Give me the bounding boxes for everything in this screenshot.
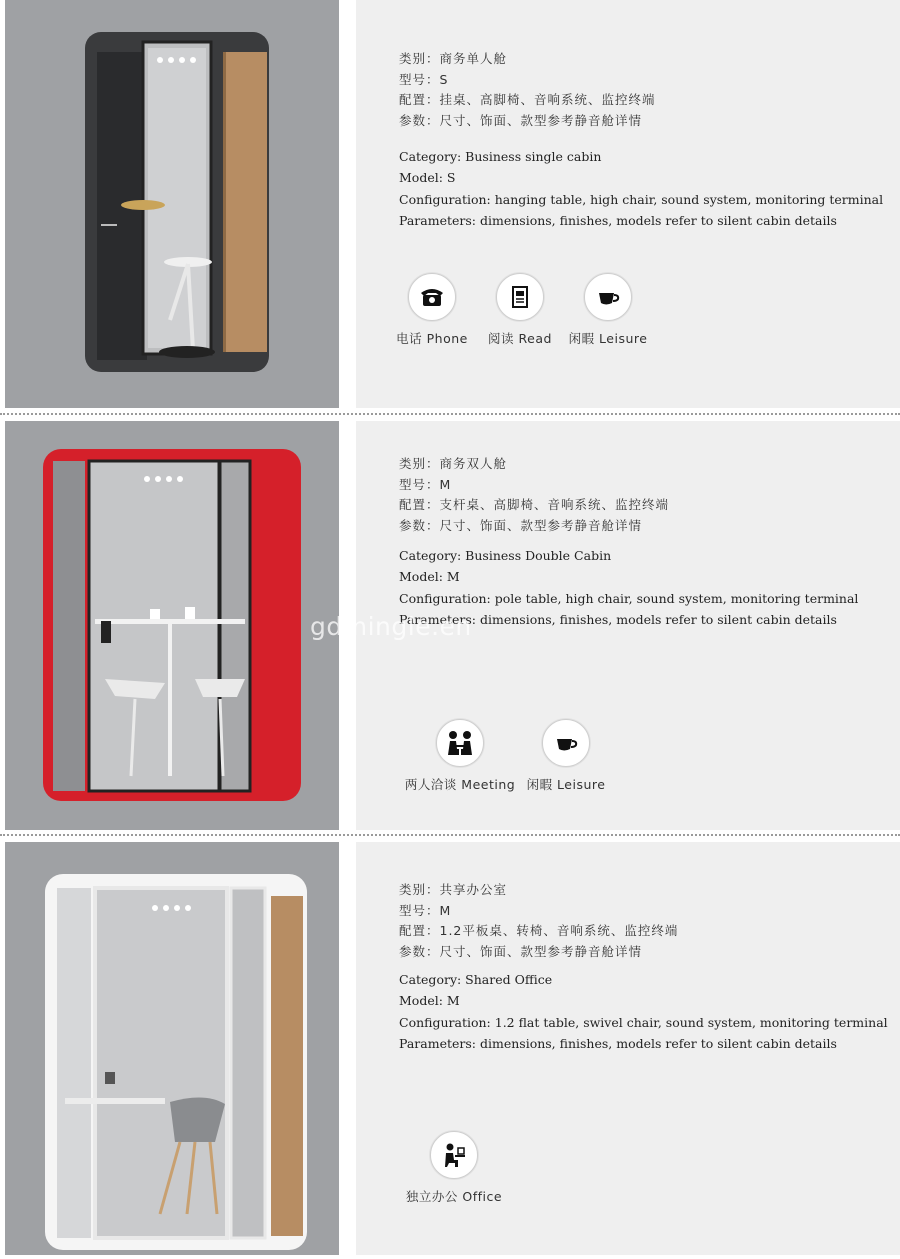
chinese-specs: [399, 454, 669, 536]
en-model: Model: M: [399, 569, 460, 585]
feature-meeting: [400, 719, 520, 793]
cn-model: 型号：S: [399, 71, 449, 87]
cn-category: 类别：商务双人舱: [399, 456, 508, 471]
feature-leisure: [506, 719, 626, 793]
product-image-panel: [5, 0, 339, 408]
meeting-icon: [436, 719, 484, 767]
cn-model: 型号：M: [399, 902, 452, 918]
cn-model: 型号：M: [399, 476, 452, 492]
product-info-panel: [356, 0, 900, 408]
en-configuration: Configuration: pole table, high chair, sound system, monitoring terminal: [399, 590, 859, 606]
en-parameters: Parameters: dimensions, finishes, models refer to silent cabin details: [399, 212, 837, 228]
office-icon: [430, 1131, 478, 1179]
feature-label: 电话 Phone: [396, 331, 468, 346]
product-image-panel: [5, 842, 339, 1255]
en-model: Model: M: [399, 993, 460, 1009]
en-parameters: Parameters: dimensions, finishes, models refer to silent cabin details: [399, 611, 837, 627]
cn-parameters: 参数：尺寸、饰面、款型参考静音舱详情: [399, 517, 643, 533]
section-divider: [0, 834, 900, 836]
en-configuration: Configuration: hanging table, high chair, sound system, monitoring terminal: [399, 191, 884, 207]
en-category: Category: Business single cabin: [399, 149, 602, 164]
cn-parameters: 参数：尺寸、饰面、款型参考静音舱详情: [399, 112, 643, 128]
cn-category: 类别：商务单人舱: [399, 51, 508, 66]
english-specs: [399, 969, 888, 1054]
cn-parameters: 参数：尺寸、饰面、款型参考静音舱详情: [399, 943, 643, 959]
english-specs: [399, 146, 883, 231]
feature-label: 两人洽谈 Meeting: [404, 777, 516, 792]
en-parameters: Parameters: dimensions, finishes, models refer to silent cabin details: [399, 1035, 837, 1051]
watermark: gdmingle.en: [310, 612, 472, 641]
feature-label: 独立办公 Office: [405, 1189, 503, 1204]
single-cabin-image: [5, 0, 339, 408]
double-cabin-image: [5, 421, 339, 830]
product-info-panel: [356, 842, 900, 1255]
en-configuration: Configuration: 1.2 flat table, swivel chair, sound system, monitoring terminal: [399, 1014, 888, 1030]
phone-icon: [408, 273, 456, 321]
feature-leisure: [548, 273, 668, 347]
feature-label: 阅读 Read: [488, 331, 552, 346]
chinese-specs: [399, 49, 656, 131]
cn-configuration: 配置：1.2平板桌、转椅、音响系统、监控终端: [399, 923, 679, 938]
leisure-icon: [584, 273, 632, 321]
cn-configuration: 配置：支杆桌、高脚椅、音响系统、监控终端: [399, 497, 670, 512]
product-image-panel: [5, 421, 339, 830]
chinese-specs: [399, 880, 678, 962]
en-category: Category: Shared Office: [399, 972, 553, 987]
feature-office: [394, 1131, 514, 1205]
cn-category: 类别：共享办公室: [399, 882, 508, 897]
leisure-icon: [542, 719, 590, 767]
section-divider: [0, 413, 900, 415]
read-icon: [496, 273, 544, 321]
office-cabin-image: [5, 842, 339, 1255]
cn-configuration: 配置：挂桌、高脚椅、音响系统、监控终端: [399, 92, 656, 107]
en-category: Category: Business Double Cabin: [399, 548, 612, 563]
feature-label: 闲暇 Leisure: [526, 777, 606, 792]
feature-label: 闲暇 Leisure: [568, 331, 648, 346]
en-model: Model: S: [399, 170, 456, 186]
